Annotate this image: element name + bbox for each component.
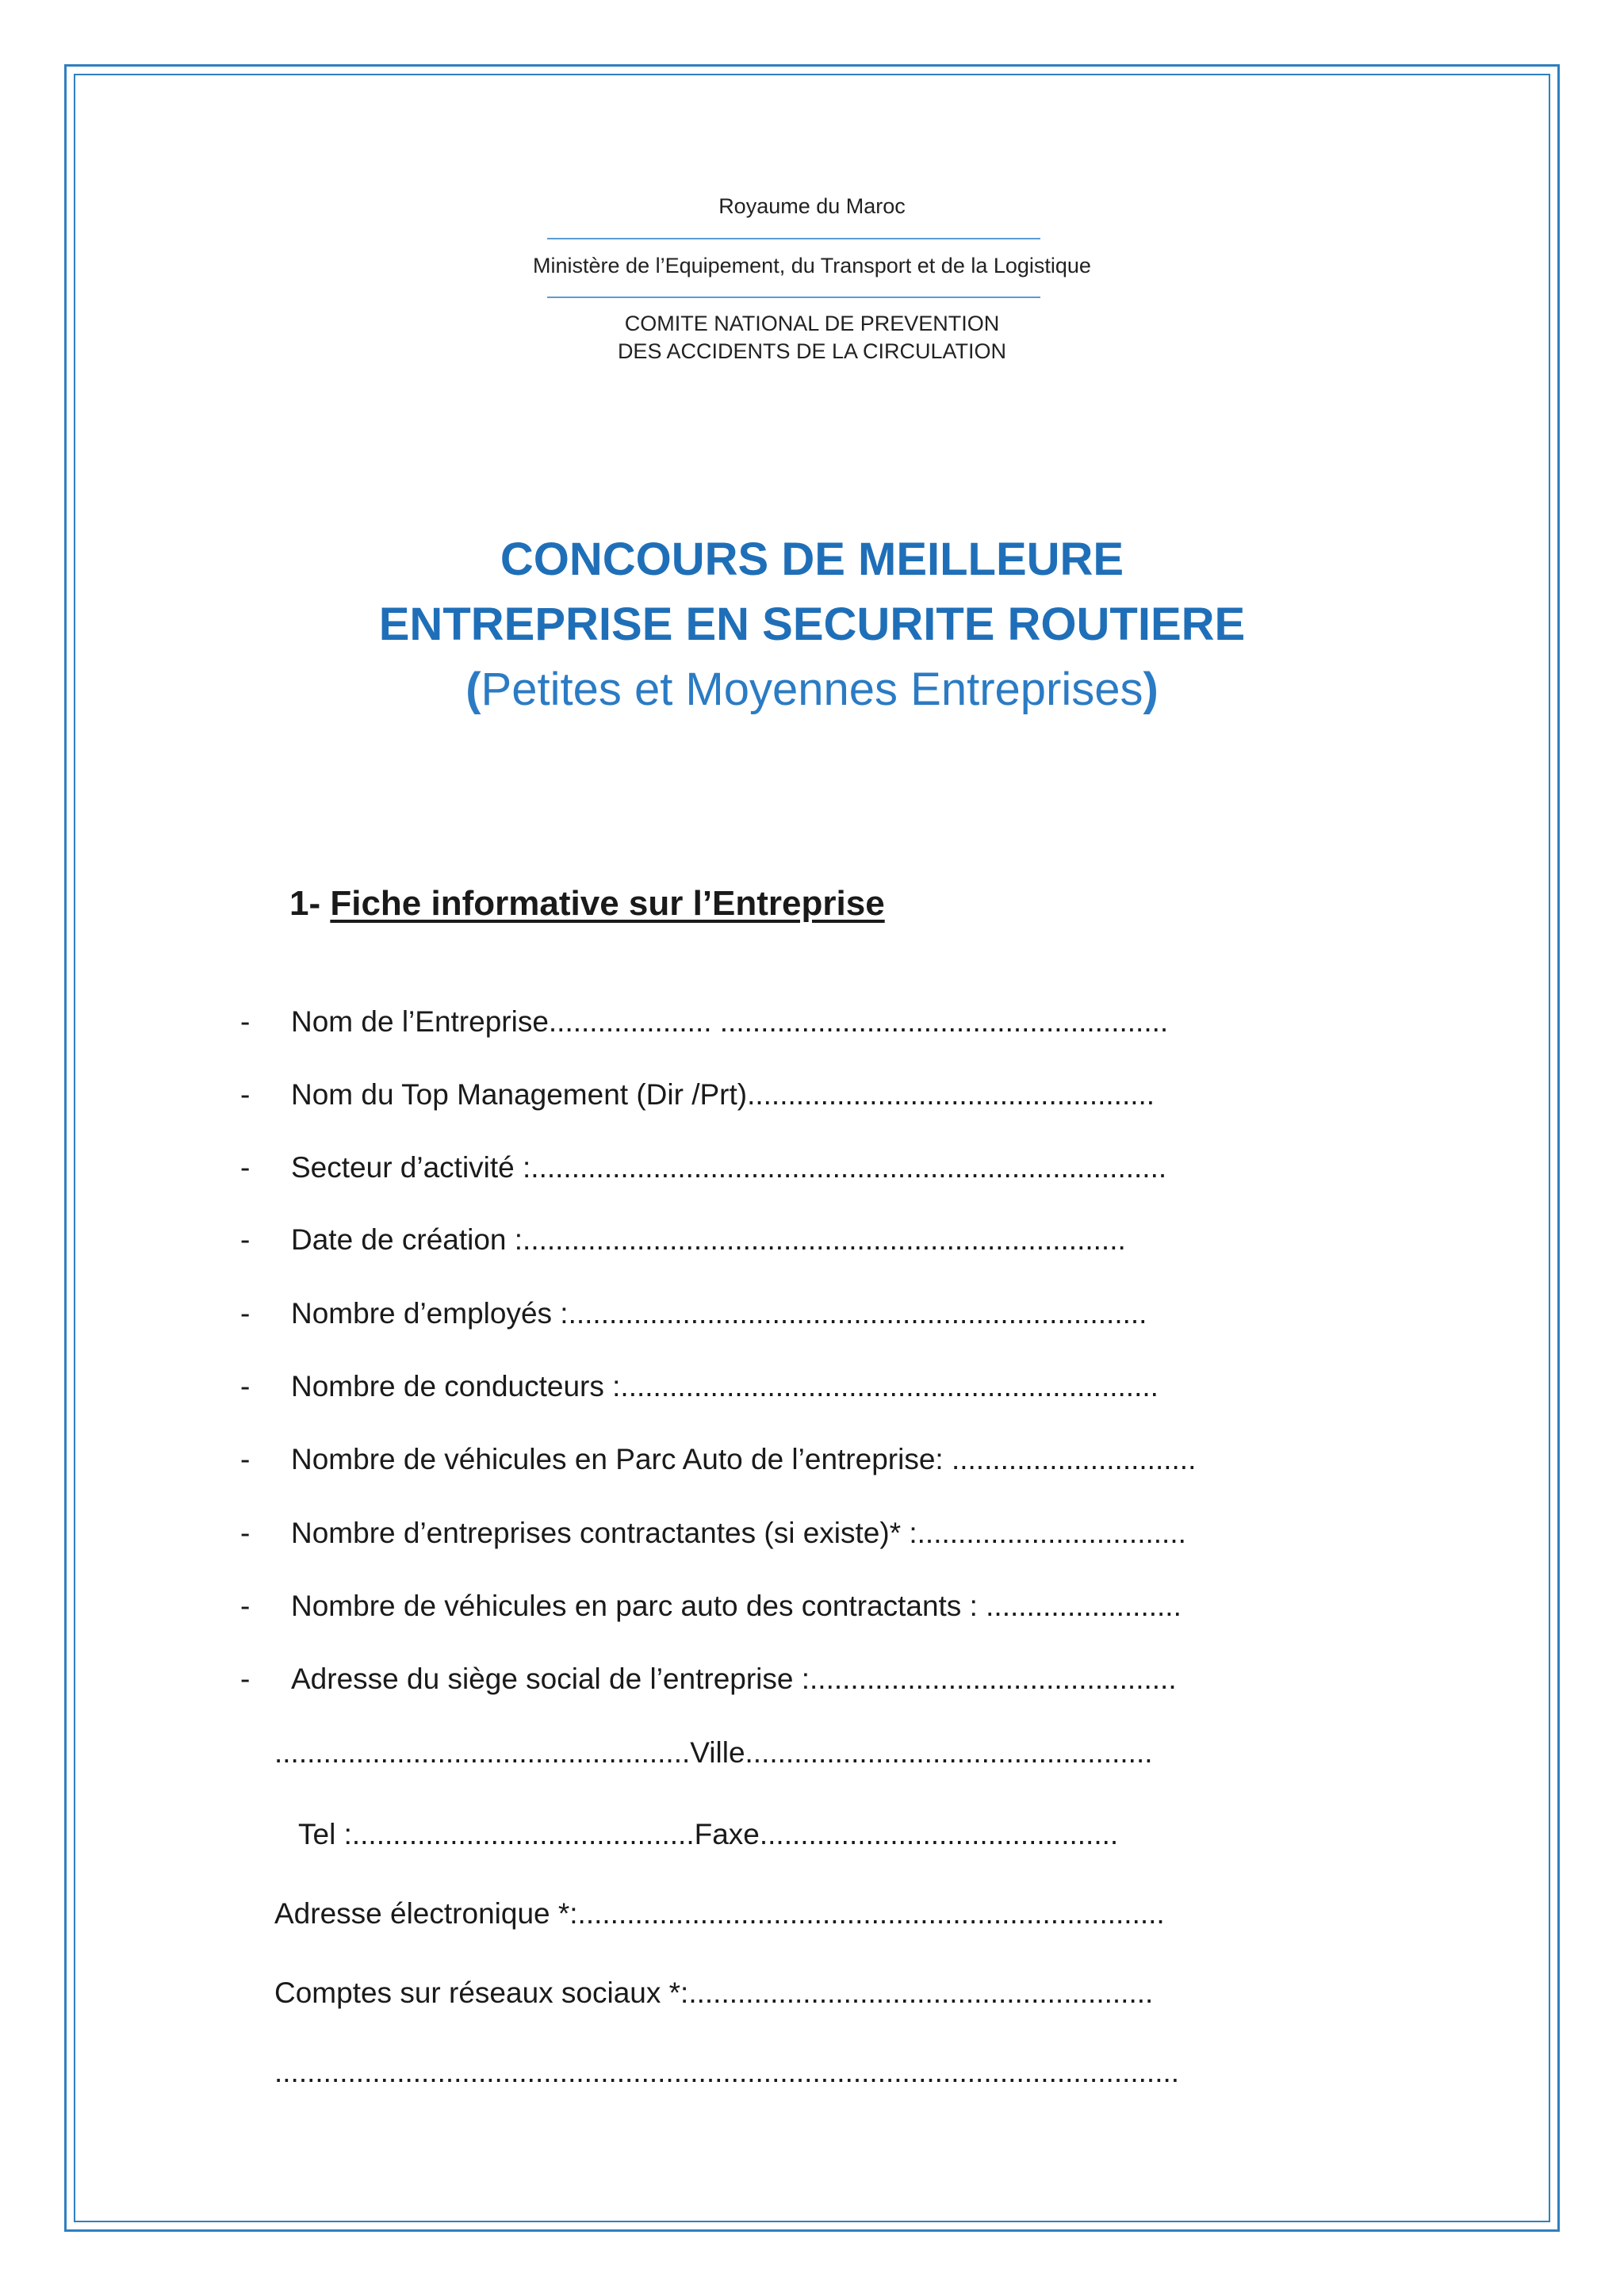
subtitle-close-paren: ) xyxy=(1143,664,1159,715)
section-heading xyxy=(289,884,885,924)
section-number: 1- xyxy=(289,884,321,923)
bullet-dash: - xyxy=(240,1297,251,1330)
field-label: Nombre de véhicules en parc auto des contractants : ........................ xyxy=(291,1590,1182,1622)
document-title-line1: CONCOURS DE MEILLEURE xyxy=(500,534,1124,585)
bullet-dash: - xyxy=(240,1370,251,1402)
header-divider-1 xyxy=(547,238,1040,239)
section-title: Fiche informative sur l’Entreprise xyxy=(330,884,885,923)
bullet-dash: - xyxy=(240,1517,251,1549)
field-label: Nom de l’Entreprise.................... ....................................................... xyxy=(291,1005,1169,1038)
bullet-dash: - xyxy=(240,1078,251,1111)
address-city-line: ...................................................Ville.................................................. xyxy=(274,1736,1153,1769)
tel-fax-line: Tel :..........................................Faxe............................................ xyxy=(298,1818,1119,1850)
header-country: Royaume du Maroc xyxy=(718,194,906,218)
bullet-dash: - xyxy=(240,1590,251,1622)
bullet-dash: - xyxy=(240,1443,251,1475)
field-label: Date de création :.......................................................................... xyxy=(291,1223,1126,1256)
header-committee-line2: DES ACCIDENTS DE LA CIRCULATION xyxy=(617,339,1007,363)
header-divider-2 xyxy=(547,297,1040,298)
subtitle-text: Petites et Moyennes Entreprises xyxy=(481,664,1143,715)
field-label: Nom du Top Management (Dir /Prt).................................................. xyxy=(291,1078,1155,1111)
blank-dotted-line: ............................................................................................................... xyxy=(274,2056,1180,2088)
header-ministry: Ministère de l’Equipement, du Transport et de la Logistique xyxy=(533,254,1091,277)
field-label: Nombre d’entreprises contractantes (si existe)* :................................. xyxy=(291,1517,1186,1549)
email-line: Adresse électronique *:........................................................................ xyxy=(274,1897,1165,1930)
bullet-dash: - xyxy=(240,1223,251,1256)
document-subtitle xyxy=(0,663,1624,716)
bullet-dash: - xyxy=(240,1663,251,1695)
field-label: Secteur d’activité :.............................................................................. xyxy=(291,1151,1167,1184)
bullet-dash: - xyxy=(240,1005,251,1038)
field-label: Adresse du siège social de l’entreprise :............................................. xyxy=(291,1663,1177,1695)
document-title-line2: ENTREPRISE EN SECURITE ROUTIERE xyxy=(378,599,1246,650)
field-label: Nombre d’employés :....................................................................... xyxy=(291,1297,1147,1330)
bullet-dash: - xyxy=(240,1151,251,1184)
social-accounts-line: Comptes sur réseaux sociaux *:......................................................... xyxy=(274,1976,1154,2009)
subtitle-open-paren: ( xyxy=(465,664,481,715)
field-label: Nombre de conducteurs :.................................................................. xyxy=(291,1370,1159,1402)
header-committee-line1: COMITE NATIONAL DE PREVENTION xyxy=(624,312,1000,335)
field-label: Nombre de véhicules en Parc Auto de l’entreprise: .............................. xyxy=(291,1443,1197,1475)
